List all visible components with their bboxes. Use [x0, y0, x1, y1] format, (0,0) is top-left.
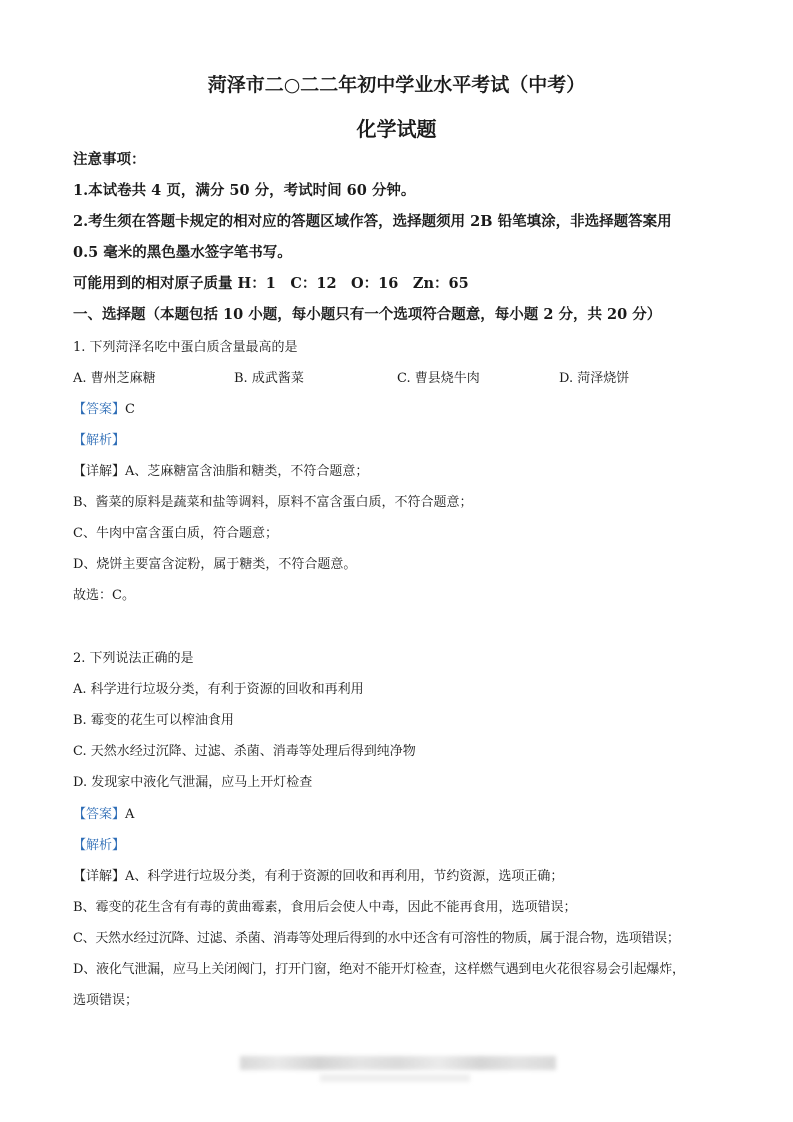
detail-tag: 【详解】: [73, 869, 126, 884]
question-2-option-c: C. 天然水经过沉降、过滤、杀菌、消毒等处理后得到纯净物: [73, 744, 416, 759]
notice-item-2-line-2: 0.5 毫米的黑色墨水签字笔书写。: [73, 244, 292, 261]
blurred-footer-watermark: [240, 1056, 556, 1070]
question-2-detail-line: [73, 868, 563, 886]
atomic-mass-note: 可能用到的相对原子质量 H：1 C：12 O：16 Zn：65: [73, 275, 469, 292]
question-1-option-d: D. 菏泽烧饼: [559, 371, 630, 386]
exam-subtitle: 化学试题: [356, 117, 437, 141]
question-2-detail-line: C、天然水经过沉降、过滤、杀菌、消毒等处理后得到的水中还含有可溶性的物质，属于混合物，选项错误；: [73, 931, 680, 946]
blurred-footer-subline: [320, 1074, 470, 1082]
answer-value: A: [125, 807, 135, 822]
question-1-option-a: A. 曹州芝麻糖: [73, 371, 156, 386]
question-2-option-a: A. 科学进行垃圾分类，有利于资源的回收和再利用: [73, 682, 364, 697]
question-1-detail-line: C、牛肉中富含蛋白质，符合题意；: [73, 526, 278, 541]
answer-value: C: [125, 402, 135, 417]
exam-title: 菏泽市二○二二年初中学业水平考试（中考）: [207, 74, 586, 96]
question-2-stem: 2. 下列说法正确的是: [73, 651, 194, 666]
question-1-analysis: [73, 432, 125, 450]
detail-tag: 【详解】: [73, 464, 126, 479]
question-1-option-b: B. 成武酱菜: [234, 371, 304, 386]
question-2-analysis: [73, 837, 125, 855]
question-1-detail-line: D、烧饼主要富含淀粉，属于糖类，不符合题意。: [73, 557, 357, 572]
question-2-option-d: D. 发现家中液化气泄漏，应马上开灯检查: [73, 775, 313, 790]
question-2-detail-line: D、液化气泄漏，应马上关闭阀门，打开门窗，绝对不能开灯检查，这样燃气遇到电火花很容易会引起爆炸，: [73, 962, 685, 977]
notice-item-1: 1.本试卷共 4 页，满分 50 分，考试时间 60 分钟。: [73, 182, 416, 199]
detail-text: A、芝麻糖富含油脂和糖类，不符合题意；: [125, 464, 369, 479]
notice-item-2-line-1: 2.考生须在答题卡规定的相对应的答题区域作答，选择题须用 2B 铅笔填涂，非选择题答案用: [73, 213, 672, 230]
answer-tag: 【答案】: [73, 807, 126, 822]
question-1-detail-line: [73, 463, 368, 481]
question-1-detail-line: B、酱菜的原料是蔬菜和盐等调料，原料不富含蛋白质，不符合题意；: [73, 495, 473, 510]
section-1-heading: 一、选择题（本题包括 10 小题，每小题只有一个选项符合题意，每小题 2 分，共 20 分）: [73, 306, 662, 323]
question-1-stem: 1. 下列菏泽名吃中蛋白质含量最高的是: [73, 340, 298, 355]
answer-tag: 【答案】: [73, 402, 126, 417]
question-2-option-b: B. 霉变的花生可以榨油食用: [73, 713, 234, 728]
notice-heading: 注意事项：: [73, 151, 146, 168]
question-2-detail-line: 选项错误；: [73, 993, 139, 1008]
detail-text: A、科学进行垃圾分类，有利于资源的回收和再利用，节约资源，选项正确；: [125, 869, 564, 884]
question-1-option-c: C. 曹县烧牛肉: [397, 371, 480, 386]
analysis-tag: 【解析】: [73, 838, 126, 853]
question-2-detail-line: B、霉变的花生含有有毒的黄曲霉素，食用后会使人中毒，因此不能再食用，选项错误；: [73, 900, 577, 915]
analysis-tag: 【解析】: [73, 433, 126, 448]
question-1-conclusion: 故选：C。: [73, 588, 135, 603]
question-2-answer: [73, 806, 134, 824]
question-1-answer: [73, 401, 135, 419]
